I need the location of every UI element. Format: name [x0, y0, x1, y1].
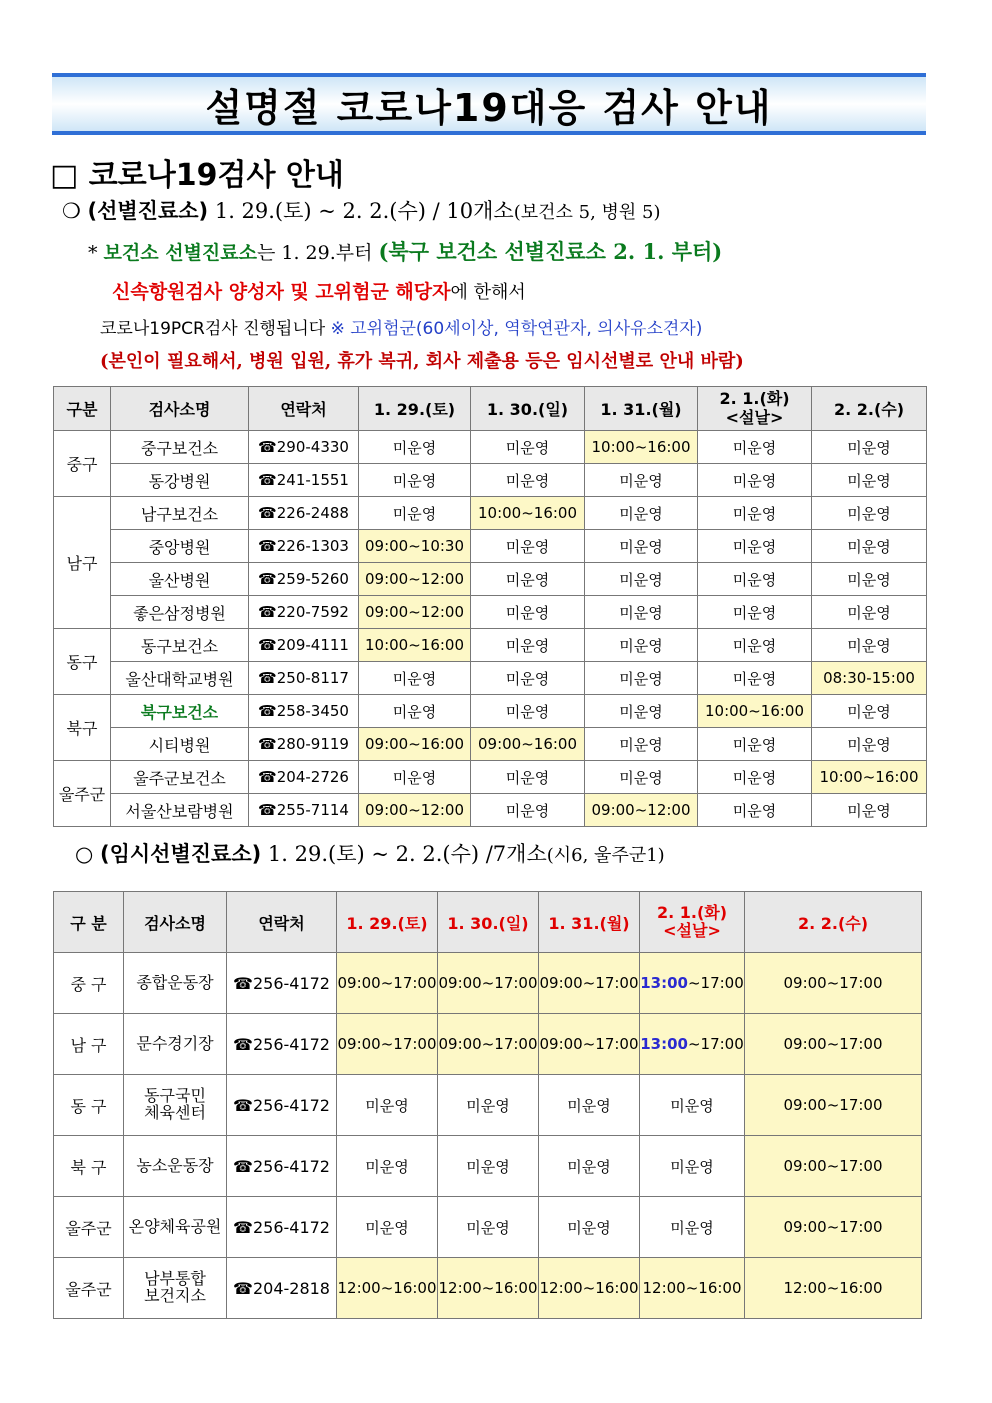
phone-number: 255-7114	[276, 801, 349, 819]
site-name: 온양체육공원	[124, 1197, 227, 1258]
note-1-prefix: *	[88, 242, 104, 264]
table-row	[54, 596, 927, 629]
phone-cell	[227, 1258, 337, 1319]
col-header-site: 검사소명	[111, 387, 249, 431]
schedule-cell	[640, 953, 745, 1014]
phone-cell	[249, 629, 359, 662]
phone-cell	[249, 728, 359, 761]
phone-number: 209-4111	[276, 636, 349, 654]
phone-number: 220-7592	[276, 603, 349, 621]
table-row	[54, 662, 927, 695]
schedule-cell: 미운영	[585, 563, 698, 596]
holiday-label: <설날>	[725, 407, 784, 427]
site-name: 좋은삼정병원	[111, 596, 249, 629]
phone-cell	[227, 1136, 337, 1197]
phone-number: 256-4172	[252, 1034, 330, 1054]
schedule-cell: 미운영	[337, 1136, 438, 1197]
schedule-cell: 12:00~16:00	[337, 1258, 438, 1319]
schedule-cell: 미운영	[812, 431, 927, 464]
phone-icon: ☎	[233, 973, 253, 993]
phone-number: 280-9119	[276, 735, 349, 753]
phone-icon: ☎	[258, 570, 277, 588]
schedule-cell: 10:00~16:00	[812, 761, 927, 794]
note-4	[100, 347, 744, 373]
phone-icon: ☎	[258, 603, 277, 621]
site-name: 시티병원	[111, 728, 249, 761]
table-row	[54, 464, 927, 497]
schedule-cell: 미운영	[471, 431, 585, 464]
schedule-cell: 미운영	[698, 728, 812, 761]
day4-date: 2. 1.(화)	[656, 902, 728, 922]
schedule-cell: 12:00~16:00	[640, 1258, 745, 1319]
phone-cell	[249, 695, 359, 728]
schedule-cell: 미운영	[640, 1136, 745, 1197]
schedule-cell: 미운영	[812, 728, 927, 761]
part1-label: (선별진료소)	[87, 199, 209, 223]
part2-label: (임시선별진료소)	[100, 842, 262, 866]
schedule-cell: 미운영	[585, 530, 698, 563]
phone-number: 256-4172	[252, 1156, 330, 1176]
phone-number: 259-5260	[276, 570, 349, 588]
schedule-cell: 미운영	[585, 464, 698, 497]
screening-clinic-table	[53, 386, 927, 827]
schedule-cell: 미운영	[585, 596, 698, 629]
schedule-cell: 08:30-15:00	[812, 662, 927, 695]
phone-number: 290-4330	[276, 438, 349, 456]
site-name: 문수경기장	[124, 1014, 227, 1075]
schedule-cell: 09:00~12:00	[585, 794, 698, 827]
schedule-cell: 12:00~16:00	[745, 1258, 922, 1319]
col-header-day3: 1. 31.(월)	[585, 387, 698, 431]
part1-count-note: (보건소 5, 병원 5)	[513, 202, 661, 223]
part2-count-note: (시6, 울주군1)	[546, 845, 665, 866]
schedule-cell: 미운영	[471, 530, 585, 563]
district-cell: 동 구	[54, 1075, 124, 1136]
table-row	[54, 761, 927, 794]
schedule-cell: 미운영	[698, 794, 812, 827]
schedule-cell: 미운영	[585, 761, 698, 794]
phone-number: 256-4172	[252, 973, 330, 993]
district-cell: 울주군	[54, 1258, 124, 1319]
schedule-cell: 09:00~17:00	[745, 1014, 922, 1075]
phone-cell	[249, 761, 359, 794]
schedule-cell: 미운영	[359, 662, 471, 695]
site-name: 종합운동장	[124, 953, 227, 1014]
col-header-district: 구분	[54, 387, 111, 431]
table-row	[54, 1075, 922, 1136]
col-header-phone: 연락처	[227, 892, 337, 953]
schedule-cell: 09:00~16:00	[471, 728, 585, 761]
schedule-cell: 미운영	[471, 464, 585, 497]
note-3	[100, 314, 702, 339]
phone-icon: ☎	[258, 636, 277, 654]
note-1-bukgu: (북구 보건소 선별진료소 2. 1. 부터)	[378, 239, 723, 264]
schedule-cell: 09:00~17:00	[337, 1014, 438, 1075]
phone-icon: ☎	[233, 1034, 253, 1054]
table-row	[54, 497, 927, 530]
schedule-cell: 09:00~12:00	[359, 596, 471, 629]
title-bar	[52, 73, 926, 135]
note-3-highrisk: ※ 고위험군(60세이상, 역학연관자, 의사유소견자)	[330, 319, 703, 339]
schedule-cell: 미운영	[471, 563, 585, 596]
schedule-cell: 미운영	[812, 695, 927, 728]
district-cell: 남 구	[54, 1014, 124, 1075]
schedule-cell: 미운영	[812, 629, 927, 662]
district-cell: 동구	[54, 629, 111, 695]
page-title: 설명절 코로나19대응 검사 안내	[205, 85, 773, 130]
phone-icon: ☎	[258, 504, 277, 522]
schedule-cell: 10:00~16:00	[471, 497, 585, 530]
table-row	[54, 728, 927, 761]
schedule-cell: 미운영	[698, 629, 812, 662]
schedule-cell: 미운영	[337, 1075, 438, 1136]
phone-number: 256-4172	[252, 1217, 330, 1237]
schedule-cell: 미운영	[812, 596, 927, 629]
schedule-cell: 미운영	[438, 1197, 539, 1258]
schedule-cell: 미운영	[438, 1136, 539, 1197]
schedule-cell: 미운영	[640, 1197, 745, 1258]
col-header-phone: 연락처	[249, 387, 359, 431]
site-name: 울산병원	[111, 563, 249, 596]
schedule-cell: 09:00~17:00	[745, 1136, 922, 1197]
schedule-cell: 미운영	[698, 761, 812, 794]
note-2-text: 에 한해서	[450, 282, 526, 303]
site-name: 중앙병원	[111, 530, 249, 563]
col-header-site: 검사소명	[124, 892, 227, 953]
note-1-text: 는 1. 29.부터	[257, 242, 379, 264]
temporary-clinic-table	[53, 891, 922, 1319]
phone-number: 226-1303	[276, 537, 349, 555]
schedule-cell: 09:00~17:00	[337, 953, 438, 1014]
phone-cell	[249, 431, 359, 464]
phone-cell	[249, 464, 359, 497]
table-row	[54, 563, 927, 596]
section-heading: □ 코로나19검사 안내	[50, 158, 344, 193]
schedule-cell: 미운영	[471, 794, 585, 827]
site-name: 동구보건소	[111, 629, 249, 662]
table-row	[54, 695, 927, 728]
schedule-cell: 09:00~17:00	[745, 1197, 922, 1258]
note-1	[88, 236, 722, 266]
bullet-icon: ❍	[62, 199, 81, 223]
phone-number: 250-8117	[276, 669, 349, 687]
phone-number: 256-4172	[252, 1095, 330, 1115]
schedule-cell: 미운영	[359, 695, 471, 728]
schedule-cell: 미운영	[471, 761, 585, 794]
district-cell: 중구	[54, 431, 111, 497]
schedule-cell: 미운영	[698, 662, 812, 695]
phone-icon: ☎	[258, 669, 277, 687]
site-name: 서울산보람병원	[111, 794, 249, 827]
note-2	[112, 277, 526, 304]
schedule-cell: 10:00~16:00	[585, 431, 698, 464]
note-3-text: 코로나19PCR검사 진행됩니다	[100, 319, 331, 339]
phone-cell	[227, 953, 337, 1014]
schedule-cell: 미운영	[585, 662, 698, 695]
site-name: 남구보건소	[111, 497, 249, 530]
part2-line	[75, 838, 665, 868]
district-cell: 북 구	[54, 1136, 124, 1197]
table-row	[54, 1014, 922, 1075]
schedule-cell: 미운영	[812, 563, 927, 596]
site-name: 울산대학교병원	[111, 662, 249, 695]
phone-icon: ☎	[258, 438, 277, 456]
district-cell: 중 구	[54, 953, 124, 1014]
schedule-cell: 미운영	[812, 794, 927, 827]
holiday-label: <설날>	[663, 921, 721, 940]
close-time: ~17:00	[687, 974, 744, 992]
phone-cell	[249, 563, 359, 596]
schedule-cell: 09:00~16:00	[359, 728, 471, 761]
phone-icon: ☎	[258, 471, 277, 489]
schedule-cell: 10:00~16:00	[359, 629, 471, 662]
schedule-cell: 미운영	[698, 431, 812, 464]
schedule-cell: 09:00~17:00	[539, 1014, 640, 1075]
phone-icon: ☎	[233, 1156, 253, 1176]
phone-cell	[227, 1014, 337, 1075]
schedule-cell: 09:00~12:00	[359, 563, 471, 596]
table-row	[54, 953, 922, 1014]
site-name: 중구보건소	[111, 431, 249, 464]
schedule-cell: 09:00~17:00	[745, 1075, 922, 1136]
schedule-cell: 미운영	[471, 695, 585, 728]
site-name: 북구보건소	[111, 695, 249, 728]
schedule-cell: 09:00~17:00	[539, 953, 640, 1014]
table-row	[54, 1197, 922, 1258]
schedule-cell: 미운영	[337, 1197, 438, 1258]
site-name: 울주군보건소	[111, 761, 249, 794]
phone-cell	[249, 530, 359, 563]
schedule-cell: 09:00~10:30	[359, 530, 471, 563]
schedule-cell: 미운영	[539, 1197, 640, 1258]
note-1-highlight: 보건소 선별진료소	[103, 242, 257, 264]
schedule-cell: 미운영	[698, 464, 812, 497]
schedule-cell: 미운영	[539, 1136, 640, 1197]
note-2-highlight: 신속항원검사 양성자 및 고위험군 해당자	[112, 281, 451, 303]
col-header-day5: 2. 2.(수)	[745, 892, 922, 953]
schedule-cell: 09:00~17:00	[438, 953, 539, 1014]
open-time: 13:00	[640, 1035, 688, 1053]
phone-icon: ☎	[258, 768, 277, 786]
schedule-cell: 미운영	[812, 497, 927, 530]
schedule-cell: 미운영	[359, 497, 471, 530]
schedule-cell: 12:00~16:00	[438, 1258, 539, 1319]
col-header-day2: 1. 30.(일)	[438, 892, 539, 953]
phone-icon: ☎	[258, 702, 277, 720]
table-row	[54, 530, 927, 563]
schedule-cell: 09:00~17:00	[438, 1014, 539, 1075]
close-time: ~17:00	[687, 1035, 744, 1053]
schedule-cell: 미운영	[812, 464, 927, 497]
part2-period: 1. 29.(토) ~ 2. 2.(수) /7개소	[267, 842, 547, 866]
col-header-day4	[698, 387, 812, 431]
schedule-cell: 미운영	[471, 662, 585, 695]
phone-cell	[227, 1075, 337, 1136]
schedule-cell: 12:00~16:00	[539, 1258, 640, 1319]
schedule-cell: 미운영	[698, 563, 812, 596]
district-cell: 울주군	[54, 761, 111, 827]
schedule-cell: 09:00~12:00	[359, 794, 471, 827]
phone-number: 204-2726	[276, 768, 349, 786]
phone-icon: ☎	[233, 1278, 253, 1298]
schedule-cell: 미운영	[585, 629, 698, 662]
phone-icon: ☎	[258, 735, 277, 753]
phone-icon: ☎	[233, 1095, 253, 1115]
schedule-cell: 미운영	[438, 1075, 539, 1136]
district-cell: 북구	[54, 695, 111, 761]
col-header-day5: 2. 2.(수)	[812, 387, 927, 431]
schedule-cell: 미운영	[359, 464, 471, 497]
col-header-district: 구 분	[54, 892, 124, 953]
col-header-day2: 1. 30.(일)	[471, 387, 585, 431]
phone-cell	[249, 662, 359, 695]
table-row	[54, 794, 927, 827]
day4-date: 2. 1.(화)	[719, 389, 790, 409]
schedule-cell: 미운영	[698, 596, 812, 629]
phone-cell	[227, 1197, 337, 1258]
phone-cell	[249, 794, 359, 827]
site-name: 남부통합 보건지소	[124, 1258, 227, 1319]
schedule-cell: 미운영	[359, 431, 471, 464]
phone-number: 241-1551	[276, 471, 349, 489]
col-header-day3: 1. 31.(월)	[539, 892, 640, 953]
schedule-cell: 미운영	[585, 497, 698, 530]
site-name: 농소운동장	[124, 1136, 227, 1197]
open-time: 13:00	[640, 974, 688, 992]
table-row	[54, 431, 927, 464]
phone-icon: ☎	[258, 801, 277, 819]
part1-period: 1. 29.(토) ~ 2. 2.(수) / 10개소	[214, 199, 514, 223]
phone-icon: ☎	[258, 537, 277, 555]
schedule-cell: 미운영	[812, 530, 927, 563]
schedule-cell: 미운영	[698, 530, 812, 563]
schedule-cell	[640, 1014, 745, 1075]
col-header-day1: 1. 29.(토)	[359, 387, 471, 431]
col-header-day4	[640, 892, 745, 953]
phone-cell	[249, 596, 359, 629]
phone-number: 204-2818	[252, 1278, 330, 1298]
col-header-day1: 1. 29.(토)	[337, 892, 438, 953]
site-name: 동강병원	[111, 464, 249, 497]
district-cell: 남구	[54, 497, 111, 629]
phone-number: 258-3450	[276, 702, 349, 720]
schedule-cell: 09:00~17:00	[745, 953, 922, 1014]
schedule-cell: 미운영	[539, 1075, 640, 1136]
schedule-cell: 미운영	[585, 695, 698, 728]
schedule-cell: 미운영	[640, 1075, 745, 1136]
schedule-cell: 미운영	[471, 629, 585, 662]
district-cell: 울주군	[54, 1197, 124, 1258]
phone-cell	[249, 497, 359, 530]
schedule-cell: 미운영	[471, 596, 585, 629]
table-row	[54, 1136, 922, 1197]
table-row	[54, 1258, 922, 1319]
bullet-icon: ○	[75, 842, 94, 866]
phone-number: 226-2488	[276, 504, 349, 522]
part1-line	[62, 195, 660, 225]
schedule-cell: 미운영	[698, 497, 812, 530]
schedule-cell: 미운영	[359, 761, 471, 794]
phone-icon: ☎	[233, 1217, 253, 1237]
schedule-cell: 10:00~16:00	[698, 695, 812, 728]
table-row	[54, 629, 927, 662]
note-4-text: (본인이 필요해서, 병원 입원, 휴가 복귀, 회사 제출용 등은 임시선별로 안내 바람)	[100, 351, 744, 372]
schedule-cell: 미운영	[585, 728, 698, 761]
site-name: 동구국민 체육센터	[124, 1075, 227, 1136]
